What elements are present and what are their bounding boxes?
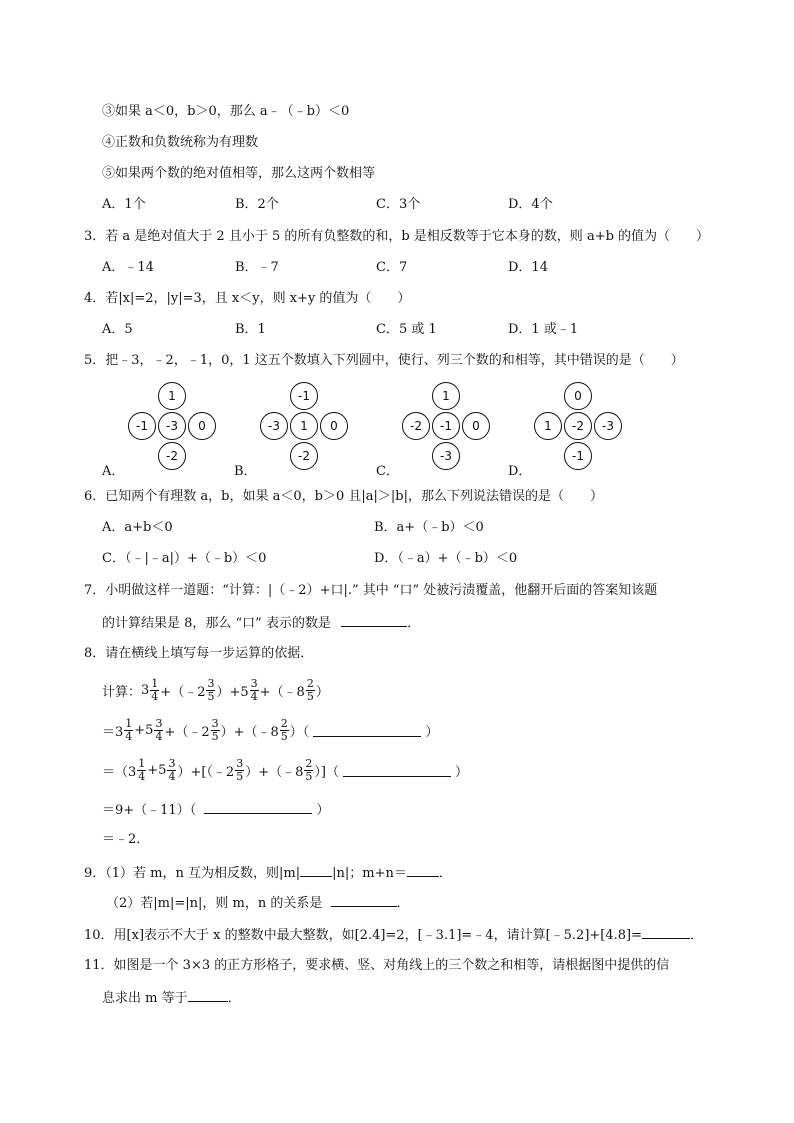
q8-reason-blank-1[interactable] <box>313 724 421 737</box>
circle-top: -1 <box>290 382 318 410</box>
q5-diagram-label: D． <box>508 464 532 479</box>
statement-3: ③如果 a＜0，b＞0，那么 a﹣（﹣b）＜0 <box>102 104 350 119</box>
q5-diagram-label: B． <box>234 464 257 479</box>
statement-5: ⑤如果两个数的绝对值相等，那么这两个数相等 <box>102 166 376 181</box>
q7-line-2 <box>102 614 420 632</box>
q10-blank[interactable] <box>642 926 690 939</box>
q4-option-d: D．1 或﹣1 <box>508 322 579 337</box>
q8-reason-blank-2[interactable] <box>343 764 451 777</box>
circle-left: -1 <box>128 412 156 440</box>
q4-option-a: A．5 <box>102 322 133 337</box>
circle-left: -3 <box>260 412 288 440</box>
q5-diagram-label: C． <box>376 464 399 479</box>
q9-text-c: （2）若|m|=|n|，则 m，n 的关系是 <box>106 896 323 911</box>
close-paren: ） <box>454 764 468 780</box>
q9-part-2 <box>106 894 410 912</box>
q5-diagram-label: A． <box>102 464 125 479</box>
q5-diagram-d <box>506 382 626 479</box>
circle-top: 0 <box>564 382 592 410</box>
circle-right: 0 <box>320 412 348 440</box>
q3-option-b: B．﹣7 <box>235 260 279 275</box>
q2-option-d: D．4个 <box>508 197 553 212</box>
q4-stem: 4．若|x|=2，|y|=3，且 x＜y，则 x+y 的值为（ ） <box>84 291 411 306</box>
q3-option-a: A．﹣14 <box>102 260 154 275</box>
q8-stem: 8．请在横线上填写每一步运算的依据． <box>84 646 314 661</box>
q3-stem: 3．若 a 是绝对值大于 2 且小于 5 的所有负整数的和，b 是相反数等于它本身的数，则 a+b 的值为（ ） <box>84 229 710 244</box>
q4-option-c: C．5 或 1 <box>376 322 437 337</box>
q9-blank-1[interactable] <box>300 864 332 877</box>
q5-diagram-b <box>232 382 352 479</box>
circle-bottom: -2 <box>290 442 318 470</box>
q3-option-d: D．14 <box>508 260 548 275</box>
q9-text-a: 9．（1）若 m，n 互为相反数，则|m| <box>84 866 301 881</box>
q2-option-b: B．2个 <box>235 197 279 212</box>
q2-option-c: C．3个 <box>376 197 421 212</box>
q10 <box>84 926 703 944</box>
circle-bottom: -1 <box>564 442 592 470</box>
q2-option-a: A．1个 <box>102 197 146 212</box>
q8-calc-prefix: 计算： <box>102 684 142 700</box>
q7-line-1: 7．小明做这样一道题：“计算：|（﹣2）+口|.” 其中 “口” 处被污渍覆盖，他翻开后面的答案知该题 <box>84 583 658 598</box>
q9-part-1 <box>84 864 452 882</box>
q6-option-d: D．（﹣a）+（﹣b）＜0 <box>374 551 518 566</box>
circle-right: -3 <box>594 412 622 440</box>
circle-center: 1 <box>290 412 318 440</box>
q3-option-c: C．7 <box>376 260 408 275</box>
close-paren: ） <box>316 803 330 818</box>
circle-bottom: -3 <box>432 442 460 470</box>
q6-stem: 6．已知两个有理数 a，b，如果 a＜0，b＞0 且|a|＞|b|，那么下列说法错误的是（ ） <box>84 489 603 504</box>
q5-diagram-c <box>374 382 494 479</box>
statement-4: ④正数和负数统称为有理数 <box>102 135 259 150</box>
q11-blank[interactable] <box>188 989 228 1002</box>
q11-line-1: 11．如图是一个 3×3 的正方形格子，要求横、竖、对角线上的三个数之和相等，请根据图中提供的信 <box>84 958 670 973</box>
period: ． <box>396 896 410 911</box>
q5-stem: 5．把﹣3，﹣2，﹣1，0，1 这五个数填入下列圆中，使行、列三个数的和相等，其中错误的是（ ） <box>84 353 684 368</box>
circle-center: -2 <box>564 412 592 440</box>
period: ． <box>227 991 241 1006</box>
q11-text: 息求出 m 等于 <box>102 991 188 1006</box>
period: ． <box>690 928 704 943</box>
circle-top: 1 <box>158 382 186 410</box>
q5-diagram-a <box>100 382 220 479</box>
q6-option-c: C．（﹣|﹣a|）+（﹣b）＜0 <box>102 551 267 566</box>
q6-option-a: A．a+b＜0 <box>102 520 173 535</box>
circle-right: 0 <box>462 412 490 440</box>
q7-answer-blank[interactable] <box>341 614 407 627</box>
q11-line-2 <box>102 989 241 1007</box>
circle-left: -2 <box>402 412 430 440</box>
q8-calc-line-1: 计算： 3 $\frac{1}{4}$ +（﹣2 $\frac{3}{5}$ ）+5 $\frac{3}{4}$ +（﹣8 $\frac{2}{5}$ ） <box>102 676 329 703</box>
q9-blank-2[interactable] <box>407 864 439 877</box>
circle-center: -3 <box>158 412 186 440</box>
q6-option-b: B．a+（﹣b）＜0 <box>374 520 484 535</box>
q8-reason-blank-3[interactable] <box>204 801 312 814</box>
q8-calc-line-3: ＝（3 $\frac{1}{4}$ +5 $\frac{3}{4}$ ）+[（﹣2 $\frac{3}{5}$ ）+（﹣8 $\frac{2}{5}$ ）]（ ） <box>102 756 468 783</box>
q7-text: 的计算结果是 8，那么 “口” 表示的数是 <box>102 616 331 631</box>
circle-center: -1 <box>432 412 460 440</box>
q9-blank-3[interactable] <box>331 894 397 907</box>
q8-calc-line-2: ＝3 $\frac{1}{4}$ +5 $\frac{3}{4}$ +（﹣2 $\frac{3}{5}$ ）+（﹣8 $\frac{2}{5}$ ）（ ） <box>102 716 439 743</box>
q4-option-b: B．1 <box>235 322 266 337</box>
circle-left: 1 <box>534 412 562 440</box>
period: ． <box>438 866 452 881</box>
circle-top: 1 <box>432 382 460 410</box>
q8-step3-text: ＝9+（﹣11）（ <box>102 803 197 818</box>
q9-text-b: |n|；m+n＝ <box>332 866 407 881</box>
q8-calc-line-5: ＝﹣2． <box>102 832 150 847</box>
q8-calc-line-4 <box>102 801 329 819</box>
q10-text: 10．用[x]表示不大于 x 的整数中最大整数，如[2.4]=2，[﹣3.1]=﹣4，请计算[﹣5.2]+[4.8]= <box>84 928 642 943</box>
q7-period: ． <box>407 616 421 631</box>
circle-bottom: -2 <box>158 442 186 470</box>
circle-right: 0 <box>188 412 216 440</box>
close-paren: ） <box>425 724 439 740</box>
